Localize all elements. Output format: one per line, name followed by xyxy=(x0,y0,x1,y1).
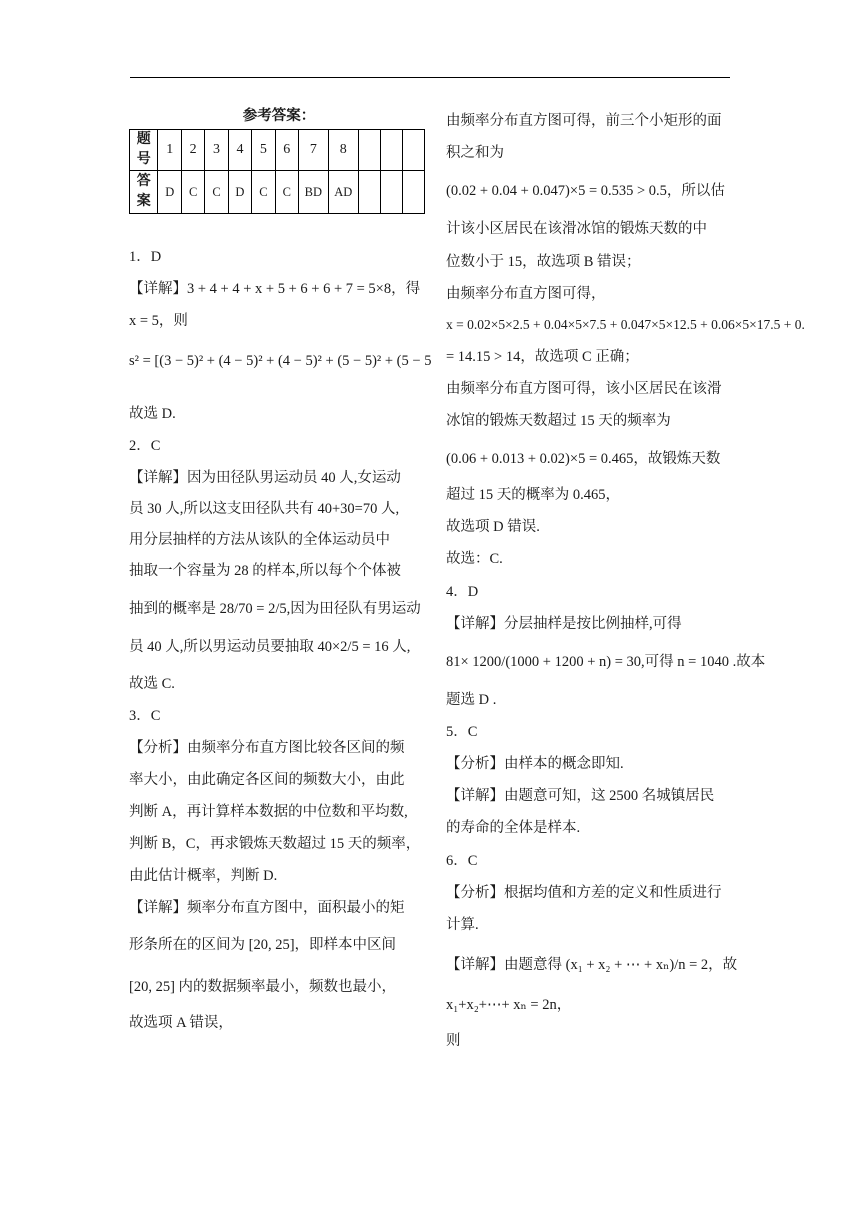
text-line: 由此估计概率，判断 D. xyxy=(129,868,278,885)
table-cell: 5 xyxy=(252,130,275,171)
text-line: 故选项 A 错误， xyxy=(129,1014,233,1031)
text-line: 由频率分布直方图可得， xyxy=(446,285,606,302)
table-cell: BD xyxy=(298,171,328,214)
text-line: 则 xyxy=(446,1033,461,1050)
answer-table xyxy=(129,129,425,214)
row-head-number: 题号 xyxy=(130,130,158,171)
text-line: 判断 A，再计算样本数据的中位数和平均数, xyxy=(129,804,408,820)
table-cell xyxy=(402,171,424,214)
text-line: 故选 C. xyxy=(129,675,175,692)
text-line: 计算. xyxy=(446,916,479,933)
question-heading: 1．D xyxy=(129,249,162,265)
variance-formula: s² = [(3 − 5)² + (4 − 5)² + (4 − 5)² + (5 − 5)² + (5 − 5 xyxy=(129,353,432,370)
table-cell: C xyxy=(275,171,298,214)
table-cell: 6 xyxy=(275,130,298,171)
table-cell: 1 xyxy=(158,130,181,171)
text-line: 超过 15 天的概率为 0.465， xyxy=(446,487,620,504)
text-line: 故选：C. xyxy=(446,551,503,568)
row-head-answer: 答案 xyxy=(130,171,158,214)
table-cell: C xyxy=(252,171,275,214)
table-cell: C xyxy=(181,171,204,214)
text-line: 【分析】由频率分布直方图比较各区间的频 xyxy=(129,739,405,756)
text-line: 【详解】频率分布直方图中，面积最小的矩 xyxy=(129,900,405,917)
question-heading: 2．C xyxy=(129,437,161,454)
text-line: 率大小，由此确定各区间的频数大小，由此 xyxy=(129,771,405,788)
question-heading: 5．C xyxy=(446,724,478,740)
table-cell xyxy=(358,171,380,214)
text-line: 员 30 人,所以这支田径队共有 40+30=70 人, xyxy=(129,500,400,517)
table-cell: 8 xyxy=(328,130,358,171)
text-line: 冰馆的锻炼天数超过 15 天的频率为 xyxy=(446,412,671,429)
text-line: 位数小于 15，故选项 B 错误； xyxy=(446,253,641,270)
text-line: 积之和为 xyxy=(446,145,504,162)
table-cell: C xyxy=(205,171,228,214)
text-line: 故选项 D 错误. xyxy=(446,519,540,536)
header-rule xyxy=(130,77,730,78)
text-line: 计该小区居民在该滑冰馆的锻炼天数的中 xyxy=(446,221,707,238)
right-column xyxy=(446,112,805,1050)
text-line: (0.02 + 0.04 + 0.047)×5 = 0.535 > 0.5，所以估 xyxy=(446,183,725,200)
table-cell: 3 xyxy=(205,130,228,171)
table-cell: 2 xyxy=(181,130,204,171)
text-line: 【分析】由样本的概念即知. xyxy=(446,756,624,773)
text-line: 抽取一个容量为 28 的样本,所以每个个体被 xyxy=(129,563,401,580)
table-row-numbers xyxy=(130,130,425,171)
text-line: 【分析】根据均值和方差的定义和性质进行 xyxy=(446,884,722,901)
table-cell xyxy=(380,171,402,214)
mean-formula: x = 0.02×5×2.5 + 0.04×5×7.5 + 0.047×5×12.5 + 0.06×5×17.5 + 0. xyxy=(446,316,805,332)
text-line: = 14.15 > 14，故选项 C 正确； xyxy=(446,348,639,365)
text-line: (0.06 + 0.013 + 0.02)×5 = 0.465，故锻炼天数 xyxy=(446,451,721,467)
text-line: 【详解】因为田径队男运动员 40 人,女运动 xyxy=(129,469,401,486)
text-line: x = 5，则 xyxy=(129,313,188,330)
table-row-answers xyxy=(130,171,425,214)
left-text xyxy=(129,248,432,1032)
text-line: 【详解】分层抽样是按比例抽样,可得 xyxy=(446,615,682,632)
table-cell xyxy=(380,130,402,171)
table-cell: D xyxy=(228,171,251,214)
text-line: 员 40 人,所以男运动员要抽取 40×2/5 = 16 人, xyxy=(129,639,411,656)
text-line: 抽到的概率是 28/70 = 2/5,因为田径队有男运动 xyxy=(129,601,421,618)
left-column xyxy=(129,104,432,1031)
text-line: 由频率分布直方图可得，前三个小矩形的面 xyxy=(446,113,722,129)
text-line: 81× 1200/(1000 + 1200 + n) = 30,可得 n = 1040 .故本 xyxy=(446,653,766,670)
question-heading: 3．C xyxy=(129,707,161,724)
text-line: 由频率分布直方图可得，该小区居民在该滑 xyxy=(446,380,722,397)
text-line: 【详解】由题意可知，这 2500 名城镇居民 xyxy=(446,788,715,805)
text-line: [20, 25] 内的数据频率最小，频数也最小， xyxy=(129,978,397,995)
text-line: 判断 B，C，再求锻炼天数超过 15 天的频率， xyxy=(129,836,421,853)
table-cell: AD xyxy=(328,171,358,214)
text-line: 【详解】由题意得 (x₁ + x₂ + ⋯ + xₙ)/n = 2，故 xyxy=(446,956,738,973)
text-line: 故选 D. xyxy=(129,405,176,422)
text-line: 题选 D . xyxy=(446,691,497,708)
table-cell xyxy=(358,130,380,171)
question-heading: 6．C xyxy=(446,852,478,869)
table-cell xyxy=(402,130,424,171)
text-line: 形条所在的区间为 [20, 25]，即样本中区间 xyxy=(129,936,397,953)
text-line: 【详解】3 + 4 + 4 + x + 5 + 6 + 6 + 7 = 5×8，得 xyxy=(129,281,421,298)
text-line: 的寿命的全体是样本. xyxy=(446,820,581,837)
table-cell: 7 xyxy=(298,130,328,171)
answer-table-title: 参考答案： xyxy=(242,108,316,124)
text-line: 用分层抽样的方法从该队的全体运动员中 xyxy=(129,532,390,548)
text-line: x₁+x₂+⋯+ xₙ = 2n， xyxy=(446,997,572,1013)
table-cell: 4 xyxy=(228,130,251,171)
table-cell: D xyxy=(158,171,181,214)
question-heading: 4．D xyxy=(446,583,479,600)
